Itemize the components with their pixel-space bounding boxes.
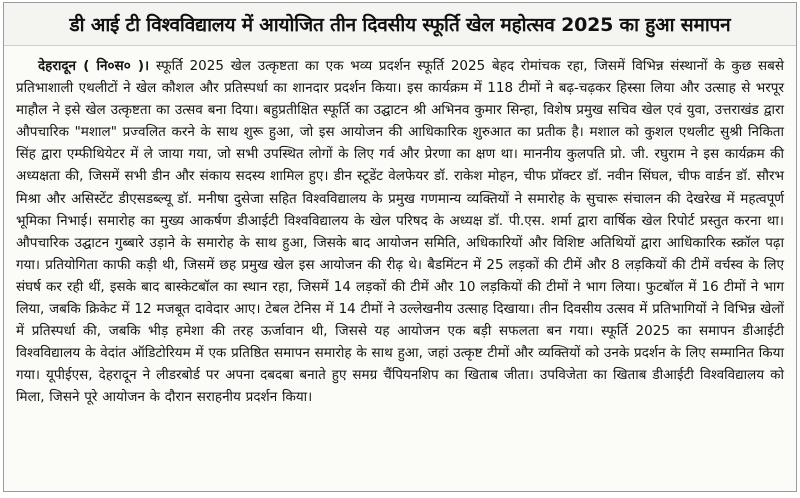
article-text: स्फूर्ति 2025 खेल उत्कृष्टता का एक भव्य प्रदर्शन स्फूर्ति 2025 बेहद रोमांचक रहा, जिसमें विभिन्न संस्थानों के कुछ सबसे प्रतिभाशाली एथलीटों ने खेल कौशल और प्रतिस्पर्धा का शानदार प्रदर्शन किया। इस कार्यक्रम में 118 टीमों ने बढ़-चढ़कर हिस्सा लिया और उत्साह से भरपूर माहौल ने इसे खेल उत्कृष्टता का उत्सव बना दिया। बहुप्रतीक्षित स्फूर्ति का उद्घाटन श्री अभिनव कुमार सिन्हा, विशेष प्रमुख सचिव खेल एवं युवा, उत्तराखंड द्वारा औपचारिक "मशाल" प्रज्वलित करने के साथ शुरू हुआ, जो इस आयोजन की आधिकारिक शुरुआत का प्रतीक है। मशाल को कुशल एथलीट सुश्री निकिता सिंह द्वारा एम्फीथियेटर में ले जाया गया, जो सभी उपस्थित लोगों के लिए गर्व और प्रेरणा का क्षण था। माननीय कुलपति प्रो. जी. रघुराम ने इस कार्यक्रम की अध्यक्षता की, जिसमें सभी डीन और संकाय सदस्य शामिल हुए। डीन स्टूडेंट वेलफेयर डॉ. राकेश मोहन, चीफ प्रॉक्टर डॉ. नवीन सिंघल, चीफ वार्डन डॉ. सौरभ मिश्रा और असिस्टेंट डीएसडब्ल्यू डॉ. मनीषा दुसेजा सहित विश्वविद्यालय के प्रमुख गणमान्य व्यक्तियों ने समारोह के सुचारू संचालन की देखरेख में महत्वपूर्ण भूमिका निभाई। समारोह का मुख्य आकर्षण डीआईटी विश्वविद्यालय के खेल परिषद के अध्यक्ष डॉ. पी.एस. शर्मा द्वारा वार्षिक खेल रिपोर्ट प्रस्तुत करना था। औपचारिक उद्घाटन गुब्बारे उड़ाने के समारोह के साथ हुआ, जिसके बाद आयोजन समिति, अधिकारियों और विशिष्ट अतिथियों द्वारा आधिकारिक स्क्रॉल पढ़ा गया। प्रतियोगिता काफी कड़ी थी, जिसमें छह प्रमुख खेल इस आयोजन की रीढ़ थे। बैडमिंटन में 25 लड़कों की टीमें और 8 लड़कियों की टीमें वर्चस्व के लिए संघर्ष कर रही थीं, इसके बाद बास्केटबॉल का स्थान रहा, जिसमें 14 लड़कों की टीमें और 10 लड़कियों की टीमों ने भाग लिया। फुटबॉल में 16 टीमों ने भाग लिया, जबकि क्रिकेट में 12 मजबूत दावेदार आए। टेबल टेनिस में 14 टीमों ने उल्लेखनीय उत्साह दिखाया। तीन दिवसीय उत्सव में प्रतिभागियों ने विभिन्न खेलों में प्रतिस्पर्धा की, जबकि भीड़ हमेशा की तरह ऊर्जावान थी, जिससे यह आयोजन एक बड़ी सफलता बन गया। स्फूर्ति 2025 का समापन डीआईटी विश्वविद्यालय के वेदांत ऑडिटोरियम में एक प्रतिष्ठित समापन समारोह के साथ हुआ, जहां उत्कृष्ट टीमों और व्यक्तियों को उनके प्रदर्शन के लिए सम्मानित किया गया। यूपीईएस, देहरादून ने लीडरबोर्ड पर अपना दबदबा बनाते हुए समग्र चैंपियनशिप का खिताब जीता। उपविजेता का खिताब डीआईटी विश्वविद्यालय को मिला, जिसने पूरे आयोजन के दौरान सराहनीय प्रदर्शन किया। (16, 58, 785, 406)
headline: डी आई टी विश्वविद्यालय में आयोजित तीन दिवसीय स्फूर्ति खेल महोत्सव 2025 का हुआ समापन (4, 3, 796, 46)
article-body (4, 46, 796, 409)
dateline: देहरादून ( नि०स० )। (38, 58, 150, 74)
newspaper-clipping (3, 2, 797, 492)
